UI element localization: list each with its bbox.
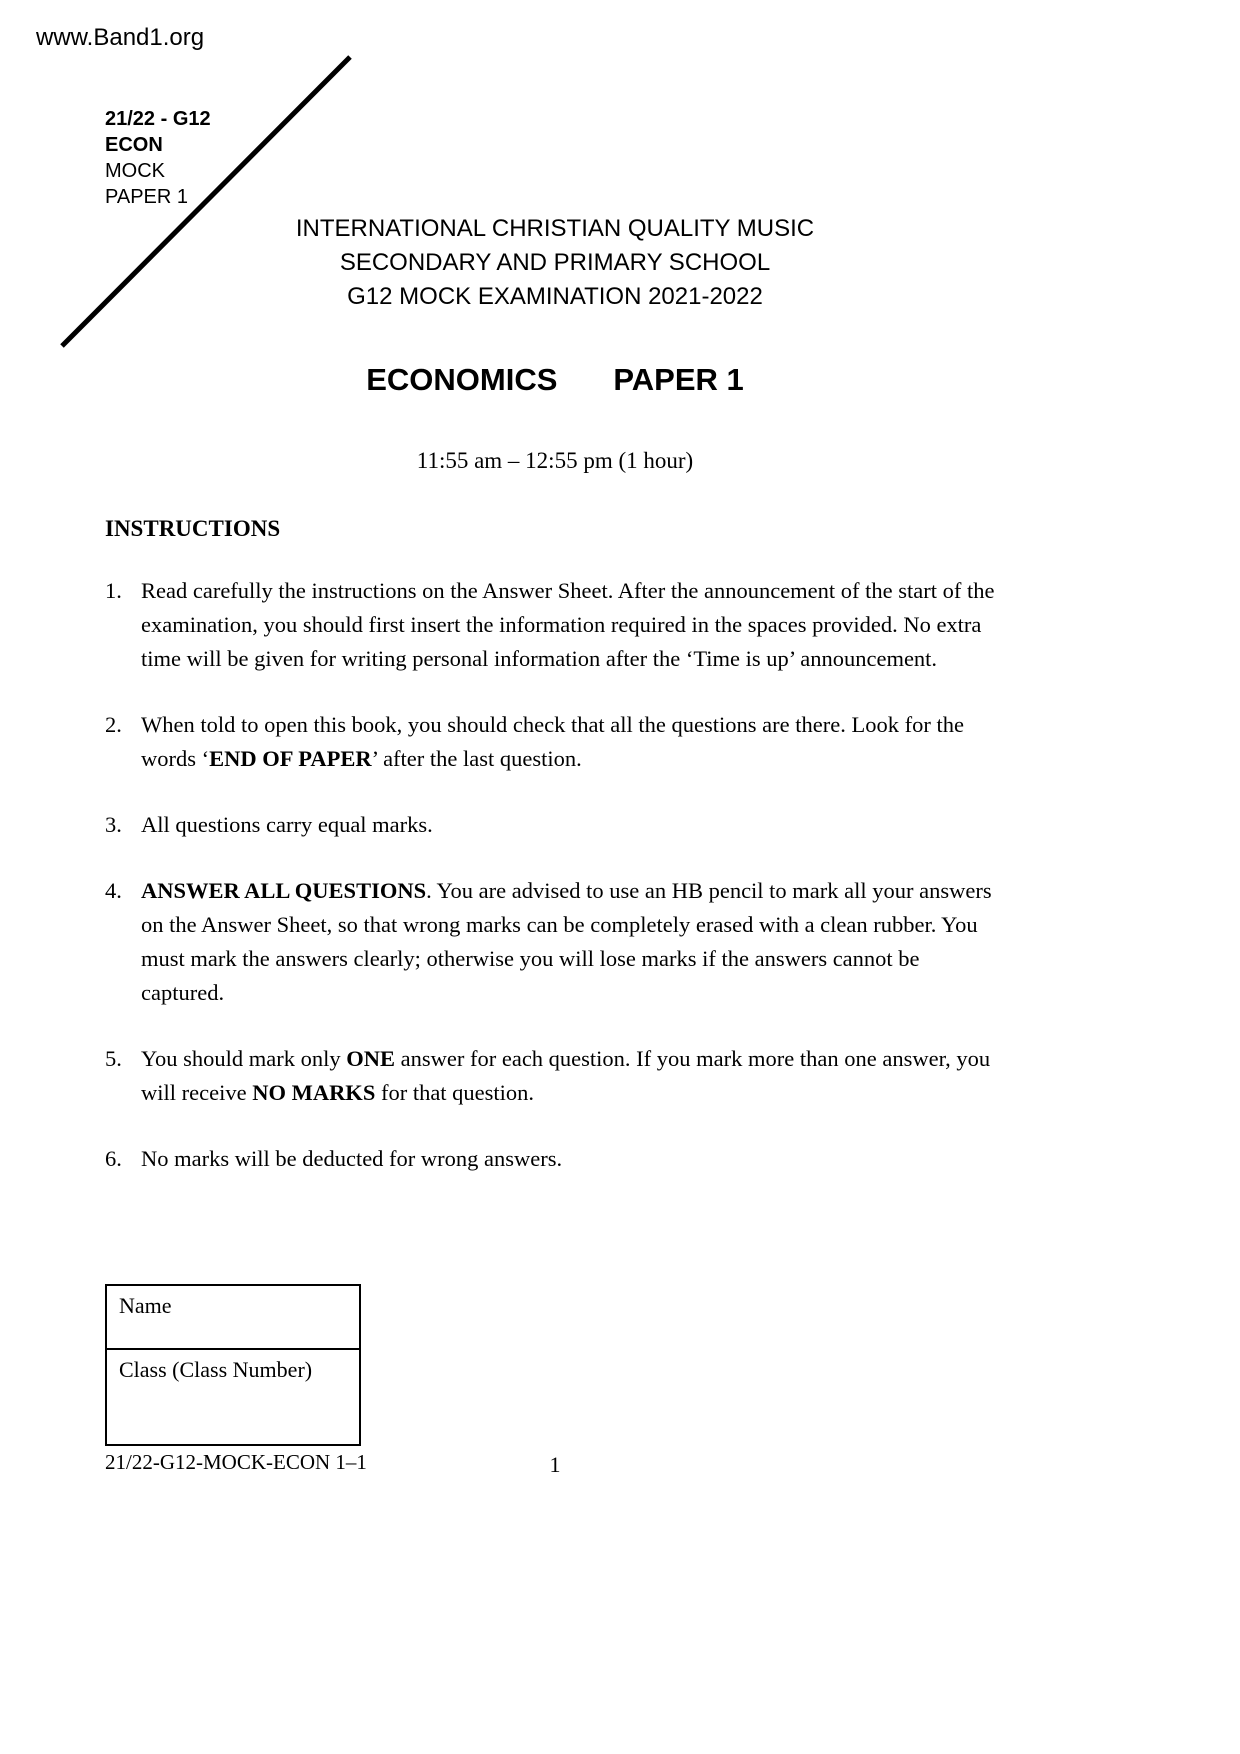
instruction-number: 4. bbox=[105, 878, 122, 903]
paper-number: PAPER 1 bbox=[613, 362, 744, 397]
class-label: Class (Class Number) bbox=[119, 1357, 313, 1382]
class-field bbox=[107, 1350, 359, 1444]
exam-time: 11:55 am – 12:55 pm (1 hour) bbox=[416, 448, 694, 473]
instruction-text: You should mark only ONE answer for each question. If you mark more than one answer, you will receive NO MARKS for that question. bbox=[141, 1046, 991, 1105]
exam-code-line: 21/22 - G12 bbox=[105, 108, 211, 130]
exam-code-line: PAPER 1 bbox=[105, 186, 188, 208]
exam-session-line: G12 MOCK EXAMINATION 2021-2022 bbox=[347, 283, 763, 310]
instruction-item bbox=[105, 874, 1005, 1010]
name-class-box bbox=[105, 1284, 361, 1446]
name-field bbox=[107, 1286, 359, 1350]
instruction-item bbox=[105, 574, 1005, 676]
school-header bbox=[105, 212, 1005, 314]
instruction-number: 5. bbox=[105, 1046, 122, 1071]
instruction-number: 2. bbox=[105, 712, 122, 737]
instruction-text: ANSWER ALL QUESTIONS. You are advised to use an HB pencil to mark all your answers on the Answer Sheet, so that wrong marks can be completely erased with a clean rubber. You must mark the answers clearly; otherwise you will lose marks if the answers cannot be captured. bbox=[141, 878, 992, 1005]
page-number: 1 bbox=[549, 1452, 561, 1477]
instruction-item bbox=[105, 708, 1005, 776]
instruction-text: When told to open this book, you should check that all the questions are there. Look for the words ‘END OF PAPER’ after the last question. bbox=[141, 712, 964, 771]
school-name-line: SECONDARY AND PRIMARY SCHOOL bbox=[339, 249, 771, 276]
subject-name: ECONOMICS bbox=[366, 362, 558, 397]
exam-code-line: MOCK bbox=[105, 160, 165, 182]
paper-title bbox=[105, 362, 1005, 398]
instruction-text: All questions carry equal marks. bbox=[141, 812, 433, 837]
instruction-item bbox=[105, 1142, 1005, 1176]
instruction-number: 6. bbox=[105, 1146, 122, 1171]
instruction-number: 3. bbox=[105, 812, 122, 837]
school-name-line: INTERNATIONAL CHRISTIAN QUALITY MUSIC bbox=[295, 215, 815, 242]
instruction-text: No marks will be deducted for wrong answers. bbox=[141, 1146, 563, 1171]
instruction-item bbox=[105, 808, 1005, 842]
instruction-text: Read carefully the instructions on the Answer Sheet. After the announcement of the start of the examination, you should first insert the information required in the spaces provided. No extra time will be given for writing personal information after the ‘Time is up’ announcement. bbox=[141, 578, 995, 671]
name-label: Name bbox=[119, 1293, 172, 1318]
main-content bbox=[105, 0, 1005, 1176]
instruction-item bbox=[105, 1042, 1005, 1110]
exam-code-line: ECON bbox=[105, 134, 163, 156]
instructions-heading: INSTRUCTIONS bbox=[105, 516, 281, 541]
footer-paper-code: 21/22-G12-MOCK-ECON 1–1 bbox=[105, 1450, 367, 1474]
instruction-number: 1. bbox=[105, 578, 122, 603]
watermark-url: www.Band1.org bbox=[36, 24, 205, 51]
